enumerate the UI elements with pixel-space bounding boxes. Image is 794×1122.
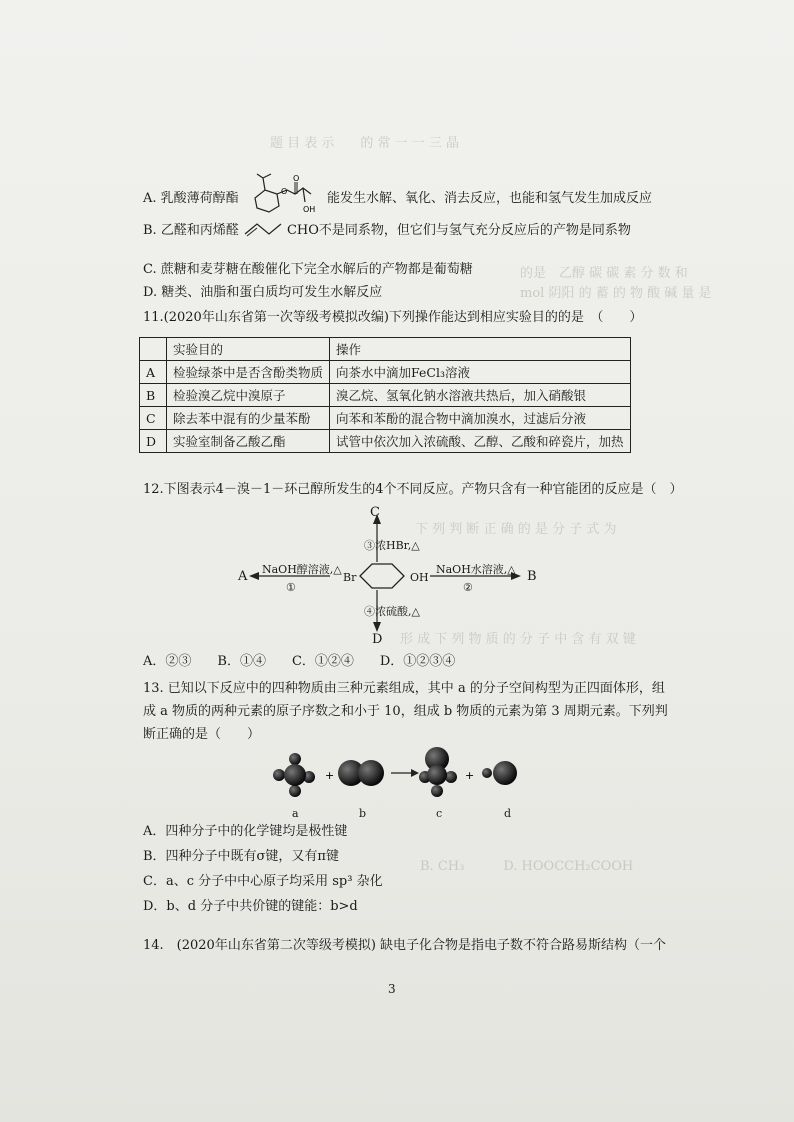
cyclohexane-ring-icon — [360, 564, 404, 588]
q13-option-c: C．a、c 分子中中心原子均采用 sp³ 杂化 — [143, 874, 383, 889]
q13-molecule-reaction-diagram — [265, 745, 535, 825]
q10-option-c: C. 蔗糖和麦芽糖在酸催化下完全水解后的产物都是葡萄糖 — [143, 262, 473, 277]
bleed-through-text: 形 成 下 列 物 质 的 分 子 中 含 有 双 键 — [400, 632, 636, 647]
table-cell: 实验室制备乙酸乙酯 — [167, 430, 330, 453]
q12-product-a: A — [238, 569, 248, 584]
table-row — [140, 430, 631, 453]
table-row — [140, 384, 631, 407]
table-cell: C — [140, 407, 167, 430]
q12-product-d: D — [372, 632, 383, 647]
q12-stem: 12.下图表示4－溴－1－环己醇所发生的4个不同反应。产物只含有一种官能团的反应是（ ） — [143, 482, 683, 497]
acrolein-structure-icon — [243, 218, 287, 238]
table-cell: B — [140, 384, 167, 407]
q13-stem-line-2: 成 a 物质的两种元素的原子序数之和小于 10，组成 b 物质的元素为第 3 周期元素。下列判 — [143, 704, 668, 719]
q11-stem: 11.(2020年山东省第一次等级考模拟改编)下列操作能达到相应实验目的的是 （ ） — [143, 310, 643, 325]
q10-option-b — [143, 218, 631, 239]
molecule-b-icon — [338, 760, 384, 786]
table-cell: 试管中依次加入浓硫酸、乙醇、乙酸和碎瓷片，加热 — [330, 430, 631, 453]
bleed-through-text: 下 列 判 断 正 确 的 是 分 子 式 为 — [415, 522, 617, 537]
table-cell: 向苯和苯酚的混合物中滴加溴水，过滤后分液 — [330, 407, 631, 430]
q10-option-a — [143, 172, 652, 216]
molecule-d-icon — [482, 761, 517, 785]
q12-reagent-4: ④浓硫酸,△ — [364, 605, 420, 618]
molecule-label-b: b — [359, 807, 367, 820]
svg-text:OH: OH — [302, 205, 316, 214]
table-cell: 向茶水中滴加FeCl₃溶液 — [330, 361, 631, 384]
q10-option-a-prefix: A. 乳酸薄荷醇酯 — [143, 191, 239, 206]
molecule-a-icon — [273, 753, 315, 797]
q11-table — [139, 337, 631, 453]
table-header-row — [140, 338, 631, 361]
table-cell: A — [140, 361, 167, 384]
table-cell: 溴乙烷、氢氧化钠水溶液共热后，加入硝酸银 — [330, 384, 631, 407]
bleed-through-text: B. CH₃ D. HOOCCH₂COOH — [420, 859, 634, 874]
q12-options: A．②③ B．①④ C．①②④ D．①②③④ — [143, 654, 456, 669]
svg-text:+: + — [325, 769, 335, 782]
q13-stem-line-1: 13. 已知以下反应中的四种物质由三种元素组成，其中 a 的分子空间构型为正四面体形，组 — [143, 681, 665, 696]
bleed-through-text: 的是 乙醇 碳 碳 素 分 数 和 — [520, 266, 688, 281]
q10-option-a-text: 能发生水解、氧化、消去反应，也能和氢气发生加成反应 — [326, 191, 652, 206]
q10-option-b-prefix: B. 乙醛和丙烯醛 — [143, 223, 239, 238]
svg-text:O: O — [292, 174, 300, 183]
molecule-label-a: a — [292, 807, 299, 820]
q12-reagent-2: NaOH水溶液,△ — [436, 563, 516, 576]
q12-oh-label: OH — [410, 571, 429, 584]
page-number: 3 — [388, 982, 396, 996]
table-row — [140, 407, 631, 430]
molecule-c-icon — [419, 747, 457, 797]
q13-option-a: A．四种分子中的化学键均是极性键 — [143, 824, 348, 839]
table-header-cell — [140, 338, 167, 361]
table-cell: D — [140, 430, 167, 453]
bleed-through-text: 题 目 表 示 的 常 一 一 三 晶 — [270, 136, 460, 151]
q12-product-b: B — [527, 569, 537, 584]
q12-reagent-2-number: ② — [463, 581, 473, 594]
q12-product-c: C — [370, 505, 380, 520]
svg-text:O: O — [280, 187, 288, 196]
table-header-cell: 操作 — [330, 338, 631, 361]
table-cell: 检验绿茶中是否含酚类物质 — [167, 361, 330, 384]
molecule-label-d: d — [504, 807, 512, 820]
table-header-cell: 实验目的 — [167, 338, 330, 361]
q12-reagent-1: NaOH醇溶液,△ — [262, 563, 342, 576]
svg-text:+: + — [465, 769, 475, 782]
q14-stem: 14. (2020年山东省第二次等级考模拟) 缺电子化合物是指电子数不符合路易斯结构（一个 — [143, 938, 667, 953]
q12-reagent-3: ③浓HBr,△ — [364, 539, 420, 552]
molecule-label-c: c — [436, 807, 443, 820]
table-row — [140, 361, 631, 384]
q10-option-b-cho: CHO — [286, 223, 319, 238]
q13-option-b: B．四种分子中既有σ键，又有π键 — [143, 849, 339, 864]
q10-option-b-text: 不是同系物，但它们与氢气充分反应后的产物是同系物 — [318, 223, 631, 238]
table-cell: 检验溴乙烷中溴原子 — [167, 384, 330, 407]
q10-option-d: D. 糖类、油脂和蛋白质均可发生水解反应 — [143, 285, 383, 300]
table-cell: 除去苯中混有的少量苯酚 — [167, 407, 330, 430]
q12-reagent-1-number: ① — [286, 581, 296, 594]
bleed-through-text: mol 阴阳 的 蓄 的 物 酸 碱 量 是 — [520, 286, 712, 301]
q13-stem-line-3: 断正确的是（ ） — [143, 727, 261, 742]
menthyl-lactate-structure-icon — [243, 172, 323, 216]
q12-br-label: Br — [343, 571, 357, 584]
q13-option-d: D．b、d 分子中共价键的键能：b>d — [143, 899, 358, 914]
